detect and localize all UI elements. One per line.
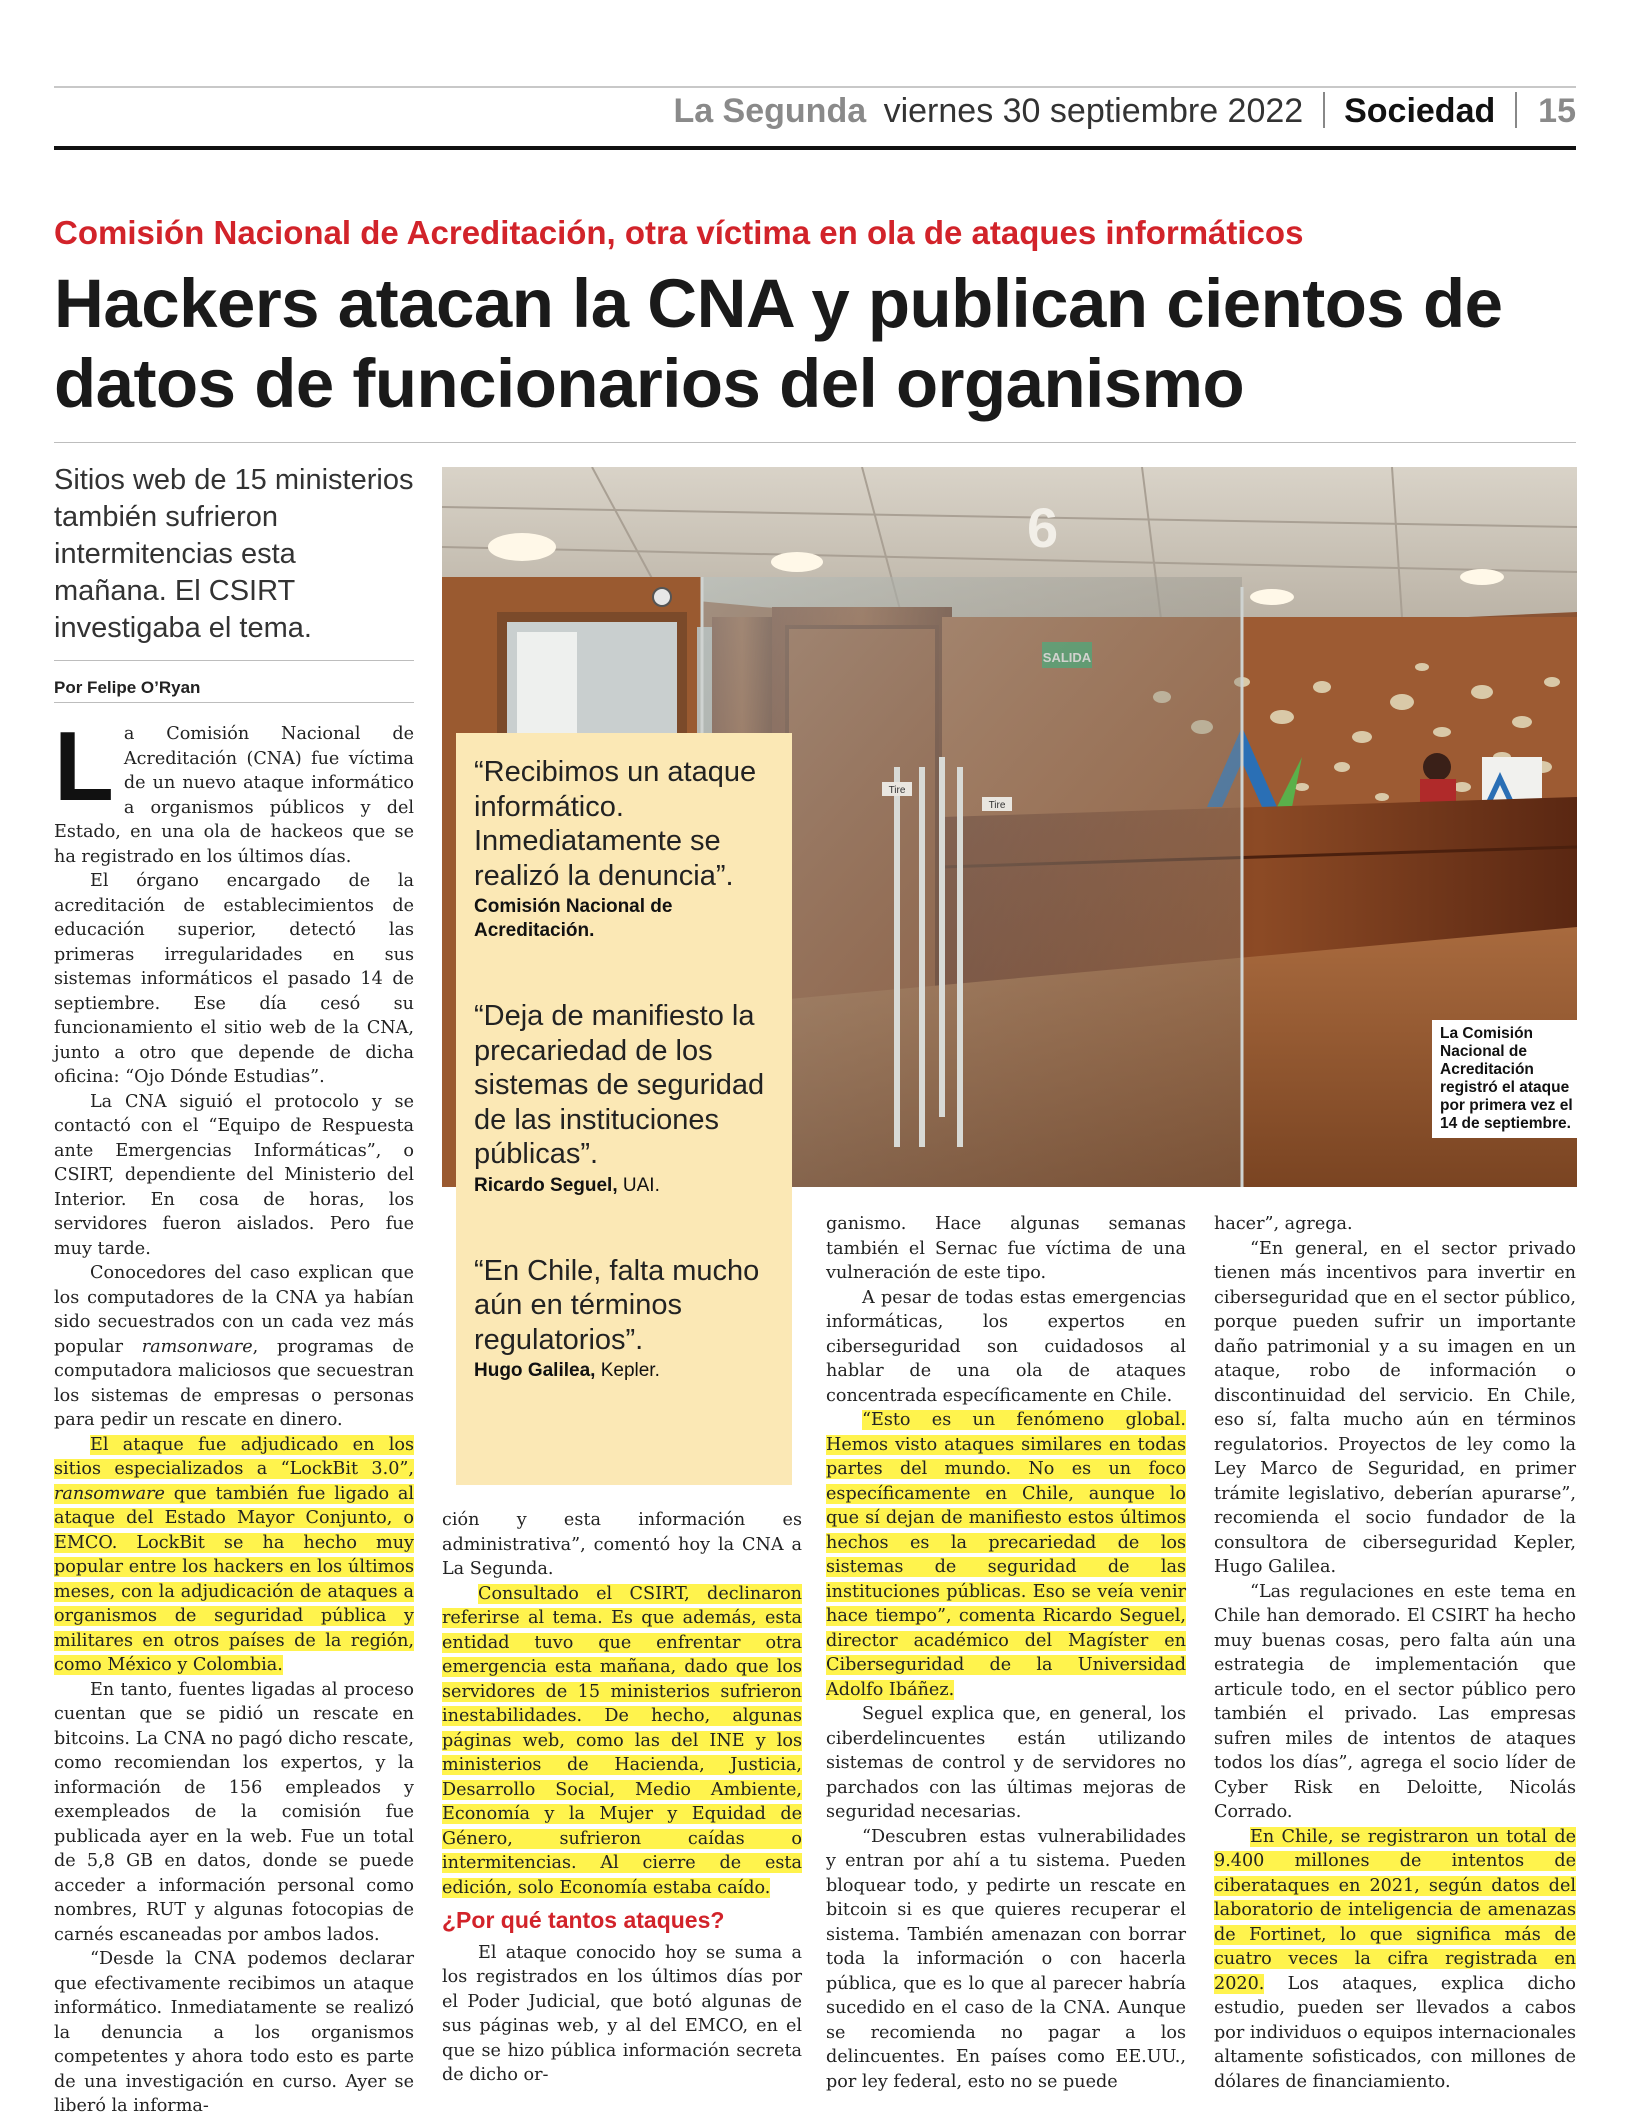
paragraph: “Descubren estas vulnerabilidades y entran por ahí a tu sistema. Pueden bloquear todo, y pedirte un rescate en bitcoin si es que quieres recuperar el sistema. También amenazan con borrar toda la información o con hacerla pública, que es lo que al parecer habría sucedido en el caso de la CNA. Aunque se recomienda no pagar a los delincuentes. En países como EE.UU., por ley federal, esto no se puede	[826, 1826, 1186, 2092]
paragraph: hacer”, agrega.	[1214, 1214, 1353, 1234]
paragraph: “Las regulaciones en este tema en Chile han demorado. El CSIRT ha hecho muy buenas cosas, pero falta aún una estrategia de implementación que articule todo, en el sector público pero también el privado. Las empresas sufren miles de intentos de ataques todos los días”, agrega el socio líder de Cyber Risk en Deloitte, Nicolás Corrado.	[1214, 1581, 1576, 1822]
receptionist	[1423, 753, 1451, 781]
quote-text: “En Chile, falta mucho aún en términos regulatorios”.	[474, 1254, 760, 1356]
quote-source: Comisión Nacional de Acreditación.	[474, 896, 673, 941]
drop-cap: L	[54, 711, 114, 821]
highlighted-paragraph: En Chile, se registraron un total de 9.400 millones de intentos de ciberataques en 2021, según datos del laboratorio de inteligencia de amenazas de Fortinet, lo que significa más de cuatro veces la cifra registrada en 2020. Los ataques, explica dicho estudio, pueden ser llevados a cabos por individuos o equipos internacionales altamente sofisticados, con millones de dólares de financiamiento.	[1214, 1826, 1577, 2092]
headline-rule	[54, 442, 1576, 443]
highlighted-paragraph: “Esto es un fenómeno global. Hemos visto ataques similares en todas partes del mundo. No es un foco específicamente en Chile, aunque lo que sí dejan de manifiesto estos últimos hechos es la precariedad de los sistemas de seguridad de las instituciones públicas. Eso se veía venir hace tiempo”, comenta Ricardo Seguel, director académico del Magíster en Ciberseguridad de la Universidad Adolfo Ibáñez.	[826, 1410, 1186, 1700]
article-kicker: Comisión Nacional de Acreditación, otra víctima en ola de ataques informáticos	[54, 214, 1304, 251]
svg-text:Tire: Tire	[988, 800, 1006, 811]
quote-3	[474, 1254, 778, 1384]
quote-1	[474, 755, 778, 943]
quote-source: Hugo Galilea, Kepler.	[474, 1360, 660, 1381]
highlighted-paragraph: Consultado el CSIRT, declinaron referirse al tema. Es que además, esta entidad tuvo que enfrentar otra emergencia esta mañana, dado que los servidores de 15 ministerios sufrieron inestabilidades. De hecho, algunas páginas web, como las del INE y los ministerios de Hacienda, Justicia, Desarrollo Social, Medio Ambiente, Economía y la Mujer y Equidad de Género, sufrieron caídas o intermitencias. Al cierre de esta edición, solo Economía estaba caído.	[442, 1583, 802, 1898]
section-name: Sociedad	[1344, 92, 1496, 130]
top-rule	[54, 86, 1576, 88]
issue-date: viernes 30 septiembre 2022	[883, 92, 1304, 130]
page-header	[673, 92, 1576, 131]
article-headline: Hackers atacan la CNA y publican cientos de datos de funcionarios del organismo	[54, 265, 1503, 422]
newspaper-name: La Segunda	[673, 92, 867, 130]
subheading: ¿Por qué tantos ataques?	[442, 1907, 725, 1933]
lead-rule	[54, 660, 414, 661]
paragraph: “En general, en el sector privado tienen más incentivos para invertir en ciberseguridad que en el sector público, porque pueden sufrir un importante daño patrimonial y a su imagen en un ataque, robo de información o discontinuidad del servicio. En Chile, eso sí, falta mucho aún en términos regulatorios. Proyectos de ley como la Ley Marco de Seguridad, en primer trámite legislativo, deberían apurarse”, recomienda el socio fundador de la consultora de ciberseguridad Kepler, Hugo Galilea.	[1214, 1238, 1576, 1577]
paragraph: A pesar de todas estas emergencias informáticas, los expertos en ciberseguridad son cuidadosos al hablar de una ola de ataques concentrada específicamente en Chile.	[826, 1287, 1186, 1406]
header-rule	[54, 146, 1576, 150]
quotes-box	[456, 733, 792, 1485]
svg-text:Tire: Tire	[888, 785, 906, 796]
body-column-4	[1214, 1212, 1576, 2094]
quote-source: Ricardo Seguel, UAI.	[474, 1174, 660, 1196]
page-number: 15	[1538, 92, 1576, 130]
article-lead: Sitios web de 15 ministerios también sufrieron intermitencias esta mañana. El CSIRT investigaba el tema.	[54, 464, 414, 644]
body-column-3	[826, 1212, 1186, 2094]
quote-2	[474, 999, 778, 1198]
byline-rule	[54, 702, 414, 703]
body-column-2	[442, 1508, 802, 2088]
paragraph: En tanto, fuentes ligadas al proceso cuentan que se pidió un rescate en bitcoins. La CNA no pagó dicho rescate, como recomiendan los expertos, y la información de 156 empleados y exempleados de la comisión fue publicada ayer en la web. Fue un total de 5,8 GB en datos, donde se puede acceder a información personal como nombres, RUT y algunas fotocopias de carnés escaneadas por ambos lados.	[54, 1679, 414, 1945]
paragraph: La Comisión Nacional de Acreditación (CNA) fue víctima de un nuevo ataque informático a organismos públicos y del Estado, en una ola de hackeos que se ha registrado en los últimos días.	[54, 711, 414, 867]
header-separator	[1515, 92, 1517, 128]
paragraph: “Desde la CNA podemos declarar que efectivamente recibimos un ataque informático. Inmediatamente se realizó la denuncia a los organismos competentes y ahora todo esto es parte de una investigación en curso. Ayer se liberó la informa-	[54, 1949, 414, 2116]
paragraph: El órgano encargado de la acreditación de establecimientos de educación superior, detectó las primeras irregularidades en sus sistemas informáticos el pasado 14 de septiembre. Ese día cesó su funcionamiento el sitio web de la CNA, junto a otro que depende de dicha oficina: “Ojo Dónde Estudias”.	[54, 871, 414, 1087]
paragraph: Seguel explica que, en general, los ciberdelincuentes están utilizando sistemas de control y de servidores no parchados con las últimas mejoras de seguridad necesarias.	[826, 1704, 1186, 1822]
paragraph: Conocedores del caso explican que los computadores de la CNA ya habían sido secuestrados con un cada vez más popular ramsonware, programas de computadora maliciosos que secuestran los sistemas de empresas o personas para pedir un rescate en dinero.	[54, 1263, 414, 1430]
quote-text: “Deja de manifiesto la precariedad de los sistemas de seguridad de las instituciones públicas”.	[474, 1000, 765, 1170]
paragraph: ción y esta información es administrativa”, comentó hoy la CNA a La Segunda.	[442, 1510, 802, 1579]
paragraph: La CNA siguió el protocolo y se contactó con el “Equipo de Respuesta ante Emergencias Informáticas”, o CSIRT, dependiente del Ministerio del Interior. En cosa de horas, los servidores fueron aislados. Pero fue muy tarde.	[54, 1091, 414, 1259]
byline: Por Felipe O’Ryan	[54, 678, 201, 697]
paragraph: ganismo. Hace algunas semanas también el Sernac fue víctima de una vulneración de este tipo.	[826, 1214, 1186, 1283]
paragraph: El ataque conocido hoy se suma a los registrados en los últimos días por el Poder Judicial, que botó algunas de sus páginas web, y al del EMCO, en el que se hizo pública información secreta de dicho or-	[442, 1942, 802, 2085]
floor-number: 6	[1027, 496, 1059, 559]
highlighted-paragraph: El ataque fue adjudicado en los sitios especializados a “LockBit 3.0”, ransomware que también fue ligado al ataque del Estado Mayor Conjunto, o EMCO. LockBit se ha hecho muy popular entre los hackers en los últimos meses, con la adjudicación de ataques a organismos de seguridad pública y militares en otros países de la región, como México y Colombia.	[54, 1434, 414, 1675]
quote-text: “Recibimos un ataque informático. Inmediatamente se realizó la denuncia”.	[474, 756, 757, 892]
photo-caption: La Comisión Nacional de Acreditación registró el ataque por primera vez el 14 de septiembre.	[1432, 1020, 1588, 1138]
header-separator	[1323, 92, 1325, 128]
body-column-1	[54, 711, 414, 2119]
